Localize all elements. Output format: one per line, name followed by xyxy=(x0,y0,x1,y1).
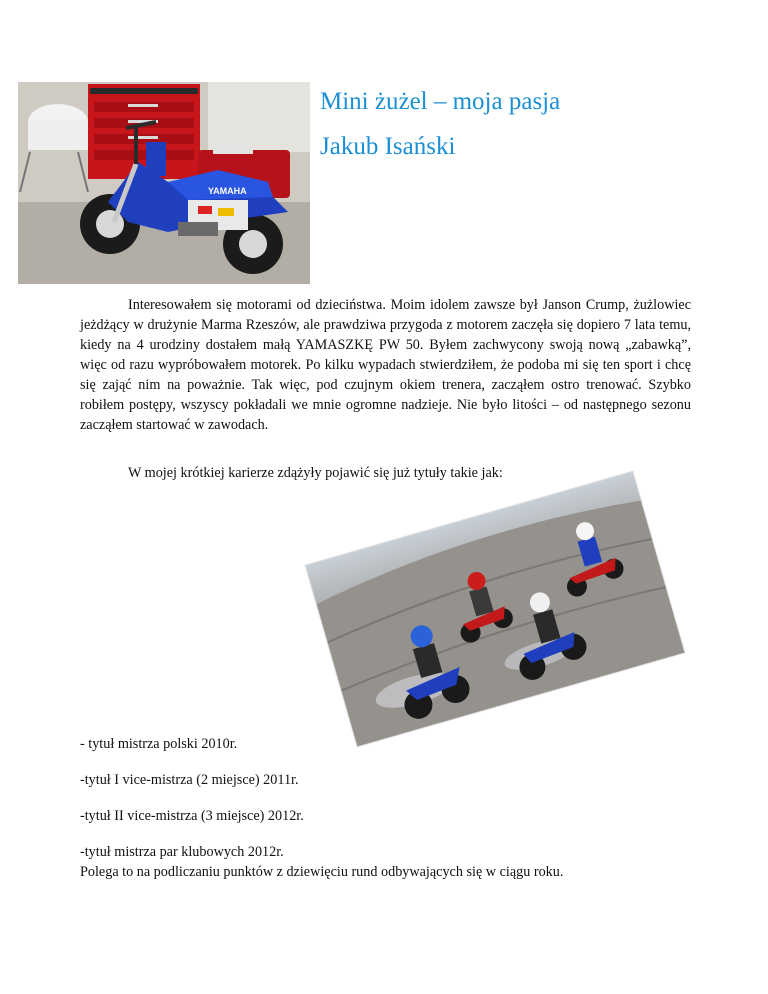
list-item: - tytuł mistrza polski 2010r. xyxy=(80,736,238,752)
yamaha-logo: YAMAHA xyxy=(208,186,247,196)
titles-intro-paragraph: W mojej krótkiej karierze zdążyły pojawić się już tytuły takie jak: xyxy=(128,465,503,481)
race-photo xyxy=(306,472,685,746)
intro-paragraph: Interesowałem się motorami od dzieciństwa. Moim idolem zawsze był Janson Crump, żużlowiec jeżdżący w drużynie Marma Rzeszów, ale prawdziwa przygoda z motorem zaczęła się dopiero 7 lata temu, kiedy na 4 urodziny dostałem małą YAMASZKĘ PW 50. Byłem zachwycony swoją nową „zabawką”, więc od razu wypróbowałem motorek. Po kilku wypadach stwierdziłem, że podoba mi się ten sport i chcę się zająć nim na poważnie. Tak więc, pod czujnym okiem trenera, zacząłem ostro trenować. Szybko robiłem postępy, wszyscy pokładali we mnie ogromne nadzieje. Nie było litości – od następnego sezonu zacząłem startować w zawodach. xyxy=(80,297,691,433)
document-title: Mini żużel – moja pasja xyxy=(320,88,561,115)
minibike-photo xyxy=(18,82,310,284)
list-item: -tytuł mistrza par klubowych 2012r. xyxy=(80,844,284,860)
author-name: Jakub Isański xyxy=(320,133,456,160)
list-item: -tytuł II vice-mistrza (3 miejsce) 2012r. xyxy=(80,808,304,824)
list-item: -tytuł I vice-mistrza (2 miejsce) 2011r. xyxy=(80,772,299,788)
closing-sentence: Polega to na podliczaniu punktów z dziewięciu rund odbywających się w ciągu roku. xyxy=(80,864,564,880)
